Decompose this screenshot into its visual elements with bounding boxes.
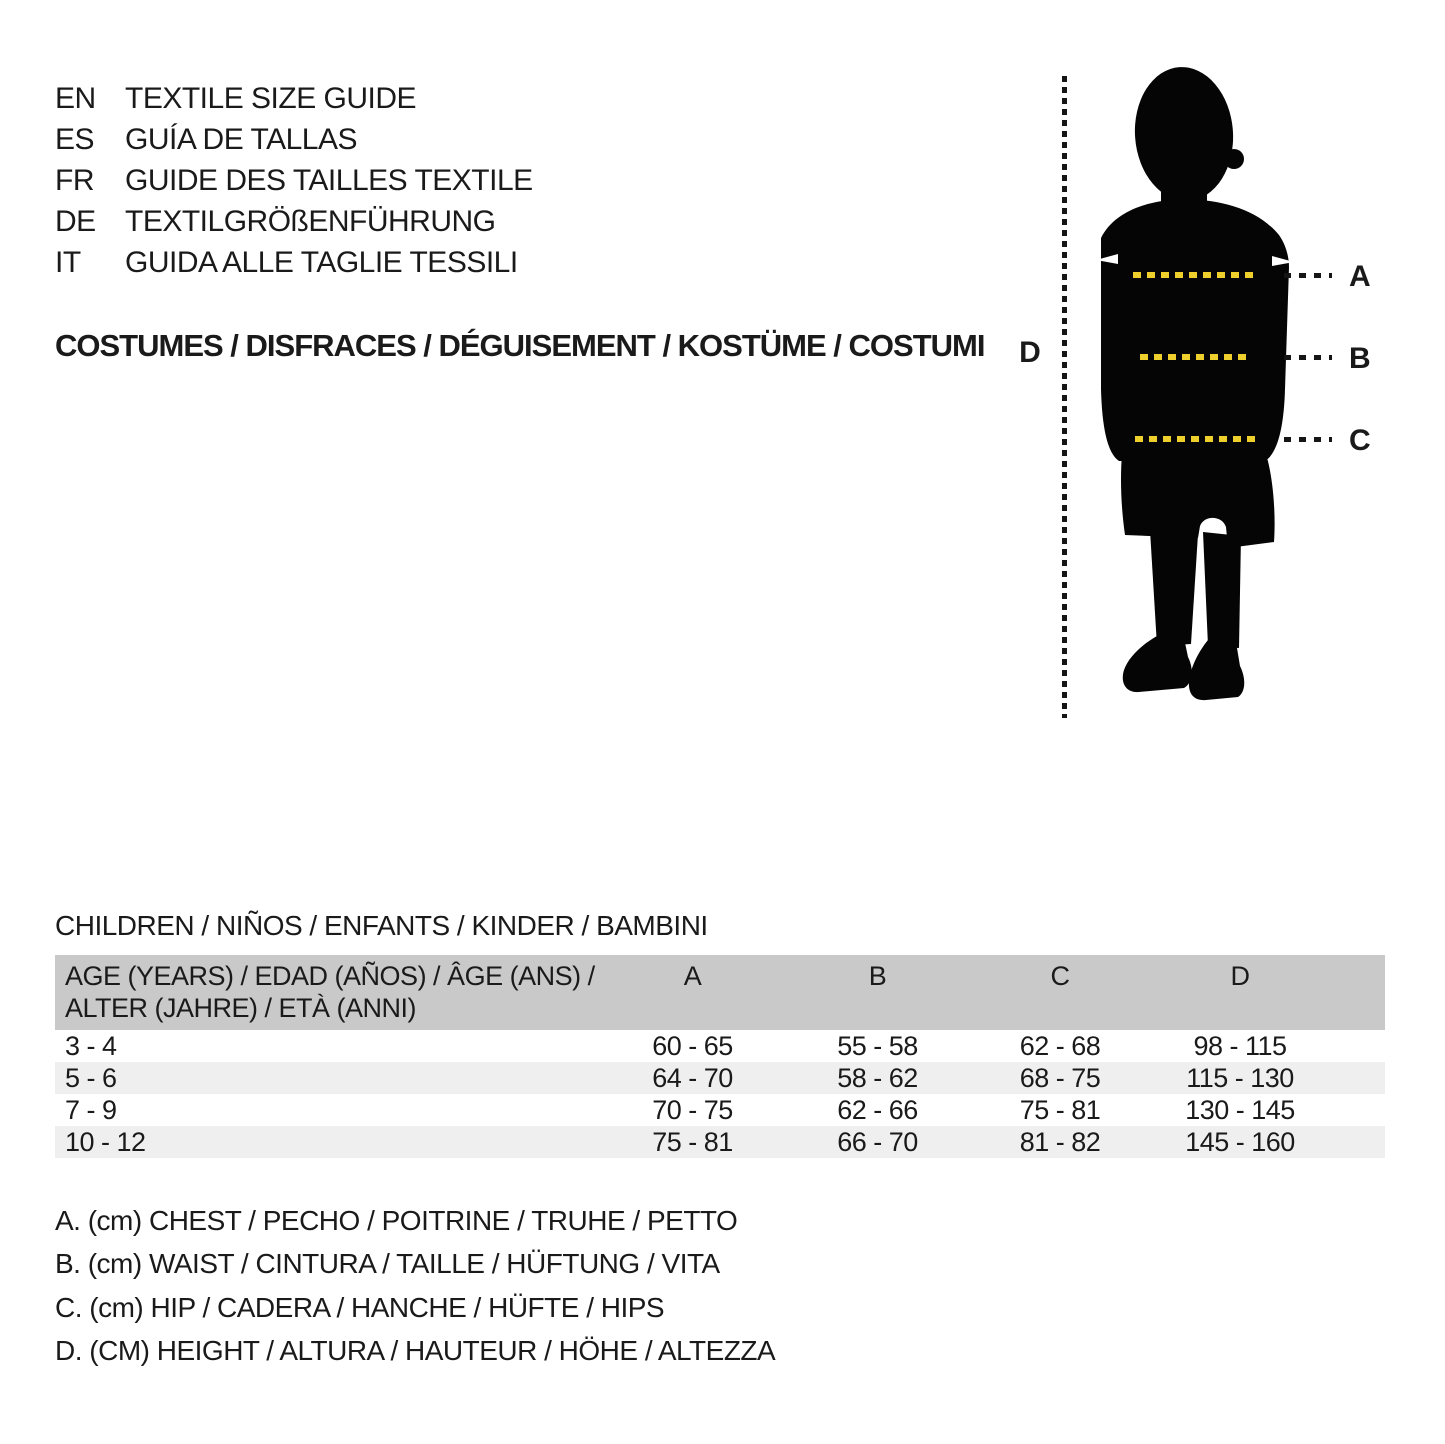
waist-cell: 62 - 66	[837, 1094, 918, 1125]
hip-pointer-line	[1284, 437, 1332, 442]
hip-dashed-line	[1135, 436, 1258, 442]
chest-pointer-line	[1284, 273, 1332, 278]
column-header-b: B	[785, 955, 970, 1030]
language-code: ES	[55, 122, 95, 156]
measure-label-a: A	[1349, 260, 1371, 293]
child-silhouette-image	[1088, 64, 1298, 709]
table-row	[55, 1094, 1385, 1126]
language-title: GUÍA DE TALLAS	[125, 122, 357, 156]
language-title: GUIDA ALLE TAGLIE TESSILI	[125, 245, 518, 279]
column-header-spacer	[1330, 955, 1385, 1030]
children-size-table	[55, 955, 1385, 1158]
table-row	[55, 1030, 1385, 1062]
spacer-cell	[1330, 1126, 1385, 1158]
language-title: GUIDE DES TAILLES TEXTILE	[125, 163, 533, 197]
table-row	[55, 1126, 1385, 1158]
measure-label-c: C	[1349, 424, 1371, 457]
chest-cell: 64 - 70	[600, 1062, 785, 1094]
waist-dashed-line	[1140, 354, 1250, 360]
age-column-header	[55, 955, 600, 1030]
language-title: TEXTILGRÖßENFÜHRUNG	[125, 204, 496, 238]
column-header-a: A	[600, 955, 785, 1030]
language-code: FR	[55, 163, 94, 197]
category-line: COSTUMES / DISFRACES / DÉGUISEMENT / KOSTÜME / COSTUMI	[55, 328, 985, 363]
age-cell: 5 - 6	[55, 1062, 600, 1094]
hip-cell: 75 - 81	[1019, 1094, 1101, 1125]
waist-cell: 66 - 70	[785, 1126, 970, 1158]
age-cell: 10 - 12	[55, 1126, 600, 1158]
table-row	[55, 1062, 1385, 1094]
height-cell: 130 - 145	[1185, 1094, 1295, 1125]
spacer-cell	[1330, 1094, 1385, 1126]
column-header-d: D	[1150, 955, 1330, 1030]
spacer-cell	[1330, 1030, 1385, 1062]
measure-label-b: B	[1349, 342, 1371, 375]
waist-pointer-line	[1284, 355, 1332, 360]
table-header-row	[55, 955, 1385, 1030]
language-code: IT	[55, 245, 81, 279]
language-title: TEXTILE SIZE GUIDE	[125, 81, 417, 115]
chest-dashed-line	[1133, 272, 1256, 278]
age-header-line1: AGE (YEARS) / EDAD (AÑOS) / ÂGE (ANS) /	[65, 961, 595, 991]
language-code: EN	[55, 81, 96, 115]
spacer-cell	[1330, 1062, 1385, 1094]
legend-line-chest: A. (cm) CHEST / PECHO / POITRINE / TRUHE / PETTO	[55, 1204, 738, 1236]
height-cell: 115 - 130	[1150, 1062, 1330, 1094]
children-section-title: CHILDREN / NIÑOS / ENFANTS / KINDER / BAMBINI	[55, 910, 708, 941]
hip-cell: 68 - 75	[970, 1062, 1150, 1094]
chest-cell: 70 - 75	[652, 1094, 733, 1125]
age-cell: 3 - 4	[65, 1030, 117, 1061]
waist-cell: 55 - 58	[837, 1030, 918, 1061]
height-label-d: D	[1019, 336, 1041, 369]
waist-cell: 58 - 62	[785, 1062, 970, 1094]
column-header-c: C	[970, 955, 1150, 1030]
legend-line-waist: B. (cm) WAIST / CINTURA / TAILLE / HÜFTUNG / VITA	[55, 1248, 720, 1280]
hip-cell: 81 - 82	[970, 1126, 1150, 1158]
language-code: DE	[55, 204, 96, 238]
age-header-line2: ALTER (JAHRE) / ETÀ (ANNI)	[65, 993, 417, 1023]
legend-line-hip: C. (cm) HIP / CADERA / HANCHE / HÜFTE / HIPS	[55, 1291, 665, 1323]
age-cell: 7 - 9	[65, 1094, 117, 1125]
height-dashed-line	[1062, 76, 1067, 718]
measurement-legend	[55, 1199, 775, 1373]
height-cell: 145 - 160	[1150, 1126, 1330, 1158]
hip-cell: 62 - 68	[1019, 1030, 1101, 1061]
height-cell: 98 - 115	[1193, 1030, 1287, 1061]
chest-cell: 60 - 65	[652, 1030, 733, 1061]
legend-line-height: D. (CM) HEIGHT / ALTURA / HAUTEUR / HÖHE / ALTEZZA	[55, 1335, 776, 1367]
chest-cell: 75 - 81	[600, 1126, 785, 1158]
